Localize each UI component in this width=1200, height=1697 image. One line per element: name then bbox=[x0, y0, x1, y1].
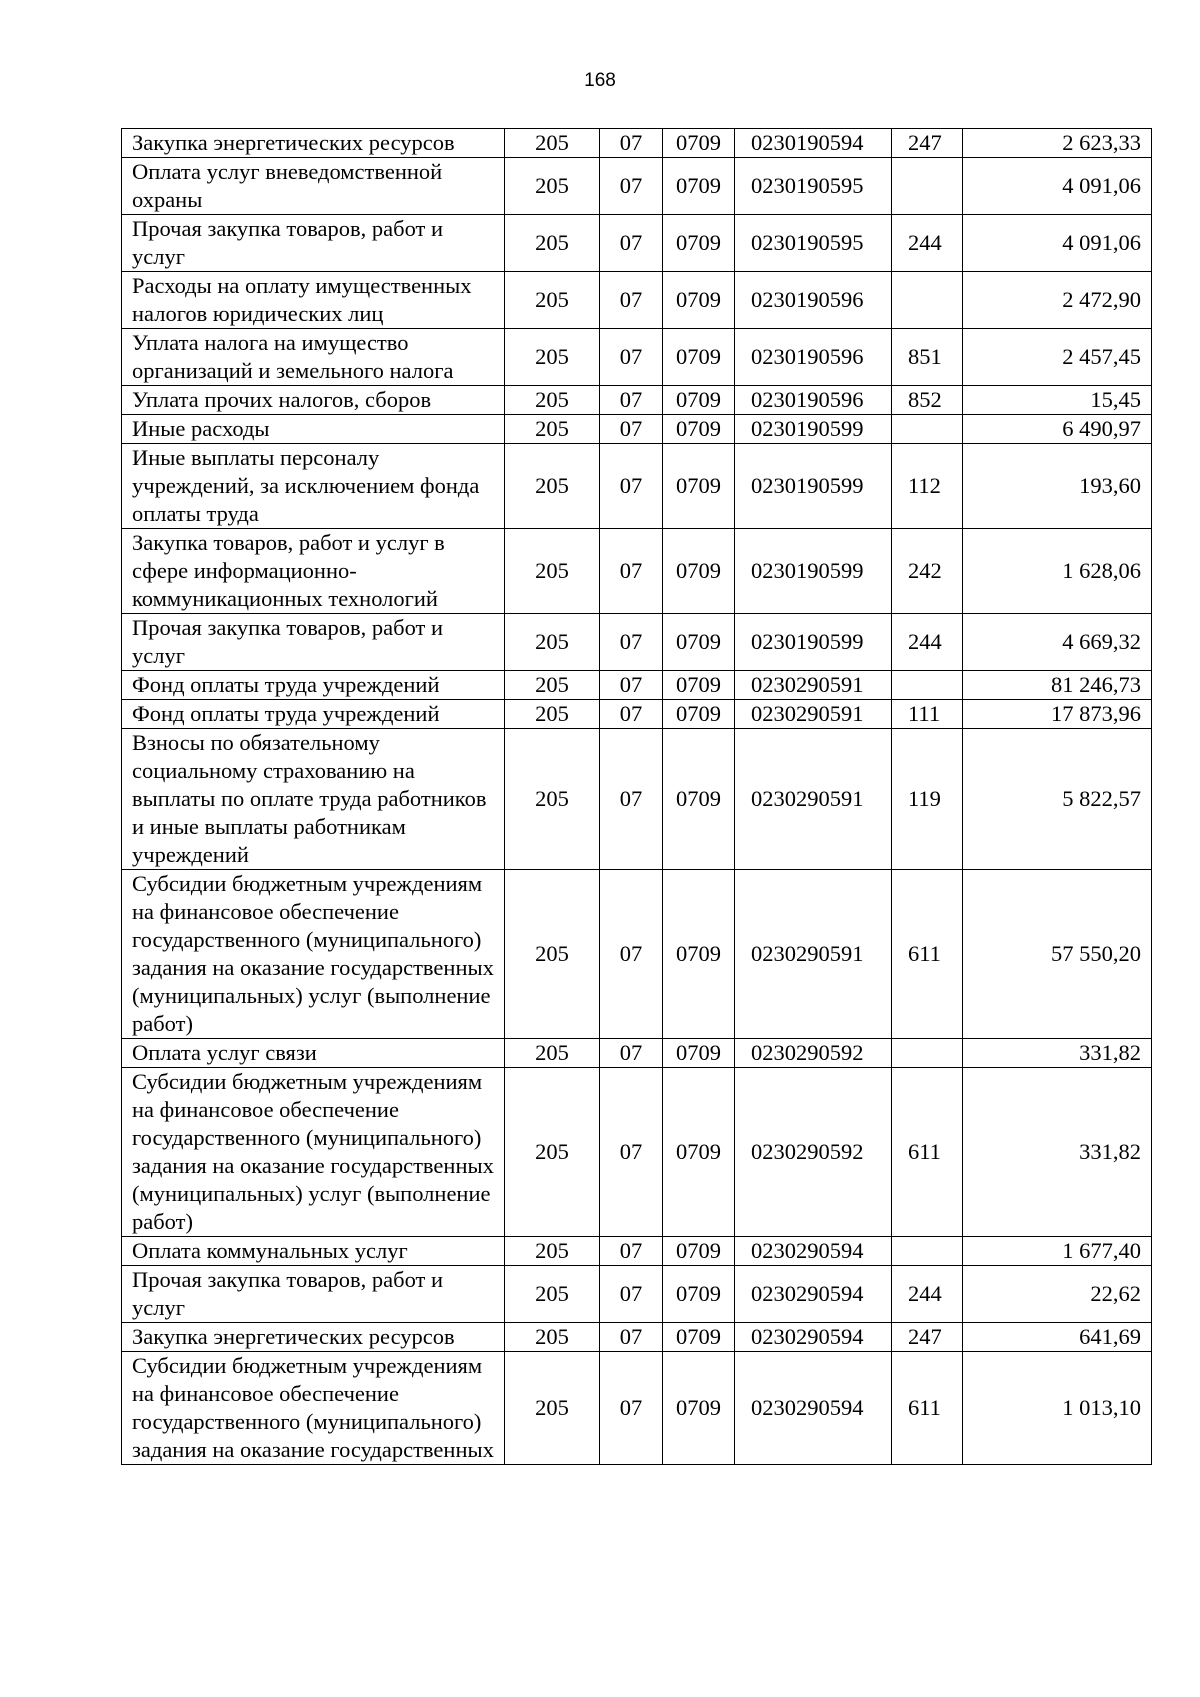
table-row bbox=[122, 386, 1152, 415]
table-row bbox=[122, 215, 1152, 272]
target-article-cell: 0230290594 bbox=[735, 1323, 892, 1352]
admin-code-cell: 205 bbox=[505, 444, 600, 529]
table-row bbox=[122, 671, 1152, 700]
expense-name-cell: Прочая закупка товаров, работ и услуг bbox=[122, 1266, 505, 1323]
admin-code-cell: 205 bbox=[505, 1039, 600, 1068]
table-row bbox=[122, 1068, 1152, 1237]
table-row bbox=[122, 1323, 1152, 1352]
subsection-code-cell: 0709 bbox=[663, 1039, 735, 1068]
amount-cell: 81 246,73 bbox=[963, 671, 1152, 700]
subsection-code-cell: 0709 bbox=[663, 700, 735, 729]
section-code-cell: 07 bbox=[600, 329, 663, 386]
table-row bbox=[122, 158, 1152, 215]
target-article-cell: 0230190595 bbox=[735, 215, 892, 272]
subsection-code-cell: 0709 bbox=[663, 272, 735, 329]
target-article-cell: 0230190596 bbox=[735, 386, 892, 415]
section-code-cell: 07 bbox=[600, 215, 663, 272]
amount-cell: 4 091,06 bbox=[963, 158, 1152, 215]
amount-cell: 1 013,10 bbox=[963, 1352, 1152, 1465]
admin-code-cell: 205 bbox=[505, 1323, 600, 1352]
subsection-code-cell: 0709 bbox=[663, 415, 735, 444]
section-code-cell: 07 bbox=[600, 386, 663, 415]
subsection-code-cell: 0709 bbox=[663, 1237, 735, 1266]
admin-code-cell: 205 bbox=[505, 1237, 600, 1266]
amount-cell: 4 091,06 bbox=[963, 215, 1152, 272]
table-row bbox=[122, 444, 1152, 529]
expense-type-cell: 111 bbox=[892, 700, 963, 729]
expense-type-cell: 112 bbox=[892, 444, 963, 529]
amount-cell: 57 550,20 bbox=[963, 870, 1152, 1039]
target-article-cell: 0230190596 bbox=[735, 272, 892, 329]
section-code-cell: 07 bbox=[600, 1068, 663, 1237]
admin-code-cell: 205 bbox=[505, 700, 600, 729]
amount-cell: 641,69 bbox=[963, 1323, 1152, 1352]
subsection-code-cell: 0709 bbox=[663, 129, 735, 158]
amount-cell: 1 677,40 bbox=[963, 1237, 1152, 1266]
section-code-cell: 07 bbox=[600, 729, 663, 870]
target-article-cell: 0230190599 bbox=[735, 614, 892, 671]
table-row bbox=[122, 329, 1152, 386]
amount-cell: 15,45 bbox=[963, 386, 1152, 415]
expense-name-cell: Закупка энергетических ресурсов bbox=[122, 1323, 505, 1352]
admin-code-cell: 205 bbox=[505, 386, 600, 415]
amount-cell: 6 490,97 bbox=[963, 415, 1152, 444]
expense-type-cell: 852 bbox=[892, 386, 963, 415]
expense-name-cell: Иные выплаты персоналу учреждений, за исключением фонда оплаты труда bbox=[122, 444, 505, 529]
subsection-code-cell: 0709 bbox=[663, 1352, 735, 1465]
target-article-cell: 0230290592 bbox=[735, 1039, 892, 1068]
expense-name-cell: Расходы на оплату имущественных налогов юридических лиц bbox=[122, 272, 505, 329]
amount-cell: 17 873,96 bbox=[963, 700, 1152, 729]
target-article-cell: 0230290594 bbox=[735, 1266, 892, 1323]
target-article-cell: 0230290591 bbox=[735, 700, 892, 729]
expense-name-cell: Оплата услуг вневедомственной охраны bbox=[122, 158, 505, 215]
page-number: 168 bbox=[584, 70, 616, 91]
target-article-cell: 0230290594 bbox=[735, 1352, 892, 1465]
admin-code-cell: 205 bbox=[505, 158, 600, 215]
target-article-cell: 0230190599 bbox=[735, 415, 892, 444]
table-row bbox=[122, 1266, 1152, 1323]
admin-code-cell: 205 bbox=[505, 129, 600, 158]
amount-cell: 1 628,06 bbox=[963, 529, 1152, 614]
section-code-cell: 07 bbox=[600, 700, 663, 729]
subsection-code-cell: 0709 bbox=[663, 215, 735, 272]
section-code-cell: 07 bbox=[600, 1352, 663, 1465]
expense-type-cell bbox=[892, 158, 963, 215]
table-row bbox=[122, 729, 1152, 870]
target-article-cell: 0230190594 bbox=[735, 129, 892, 158]
amount-cell: 2 457,45 bbox=[963, 329, 1152, 386]
target-article-cell: 0230190596 bbox=[735, 329, 892, 386]
expense-type-cell: 247 bbox=[892, 1323, 963, 1352]
expense-name-cell: Взносы по обязательному социальному страхованию на выплаты по оплате труда работников и иные выплаты работникам учреждений bbox=[122, 729, 505, 870]
amount-cell: 331,82 bbox=[963, 1068, 1152, 1237]
expense-type-cell bbox=[892, 272, 963, 329]
target-article-cell: 0230290591 bbox=[735, 729, 892, 870]
admin-code-cell: 205 bbox=[505, 272, 600, 329]
admin-code-cell: 205 bbox=[505, 1266, 600, 1323]
expense-type-cell: 611 bbox=[892, 1068, 963, 1237]
section-code-cell: 07 bbox=[600, 529, 663, 614]
expense-type-cell: 244 bbox=[892, 1266, 963, 1323]
admin-code-cell: 205 bbox=[505, 329, 600, 386]
amount-cell: 5 822,57 bbox=[963, 729, 1152, 870]
section-code-cell: 07 bbox=[600, 1323, 663, 1352]
amount-cell: 331,82 bbox=[963, 1039, 1152, 1068]
expense-name-cell: Субсидии бюджетным учреждениям на финансовое обеспечение государственного (муниципального) задания на оказание государственных (муниципальных) услуг (выполнение работ) bbox=[122, 1068, 505, 1237]
expense-name-cell: Прочая закупка товаров, работ и услуг bbox=[122, 215, 505, 272]
subsection-code-cell: 0709 bbox=[663, 870, 735, 1039]
expense-type-cell bbox=[892, 415, 963, 444]
table-row bbox=[122, 529, 1152, 614]
admin-code-cell: 205 bbox=[505, 529, 600, 614]
section-code-cell: 07 bbox=[600, 870, 663, 1039]
table-row bbox=[122, 272, 1152, 329]
subsection-code-cell: 0709 bbox=[663, 529, 735, 614]
target-article-cell: 0230190599 bbox=[735, 444, 892, 529]
section-code-cell: 07 bbox=[600, 614, 663, 671]
amount-cell: 193,60 bbox=[963, 444, 1152, 529]
section-code-cell: 07 bbox=[600, 1237, 663, 1266]
table-row bbox=[122, 614, 1152, 671]
admin-code-cell: 205 bbox=[505, 870, 600, 1039]
subsection-code-cell: 0709 bbox=[663, 729, 735, 870]
expense-name-cell: Субсидии бюджетным учреждениям на финансовое обеспечение государственного (муниципального) задания на оказание государственных (муниципальных) услуг (выполнение работ) bbox=[122, 870, 505, 1039]
subsection-code-cell: 0709 bbox=[663, 386, 735, 415]
amount-cell: 22,62 bbox=[963, 1266, 1152, 1323]
expense-name-cell: Фонд оплаты труда учреждений bbox=[122, 671, 505, 700]
expense-type-cell bbox=[892, 1039, 963, 1068]
table-row bbox=[122, 870, 1152, 1039]
table-body bbox=[122, 129, 1152, 1465]
section-code-cell: 07 bbox=[600, 158, 663, 215]
subsection-code-cell: 0709 bbox=[663, 671, 735, 700]
section-code-cell: 07 bbox=[600, 1266, 663, 1323]
admin-code-cell: 205 bbox=[505, 415, 600, 444]
expense-name-cell: Фонд оплаты труда учреждений bbox=[122, 700, 505, 729]
table-row bbox=[122, 129, 1152, 158]
expense-type-cell bbox=[892, 671, 963, 700]
subsection-code-cell: 0709 bbox=[663, 158, 735, 215]
target-article-cell: 0230190599 bbox=[735, 529, 892, 614]
expense-type-cell: 244 bbox=[892, 215, 963, 272]
admin-code-cell: 205 bbox=[505, 729, 600, 870]
amount-cell: 4 669,32 bbox=[963, 614, 1152, 671]
expense-name-cell: Закупка энергетических ресурсов bbox=[122, 129, 505, 158]
admin-code-cell: 205 bbox=[505, 215, 600, 272]
budget-table bbox=[121, 128, 1152, 1465]
expense-type-cell: 244 bbox=[892, 614, 963, 671]
subsection-code-cell: 0709 bbox=[663, 614, 735, 671]
expense-type-cell: 242 bbox=[892, 529, 963, 614]
admin-code-cell: 205 bbox=[505, 671, 600, 700]
expense-name-cell: Субсидии бюджетным учреждениям на финансовое обеспечение государственного (муниципального) задания на оказание государственных bbox=[122, 1352, 505, 1465]
expense-type-cell: 611 bbox=[892, 1352, 963, 1465]
expense-name-cell: Уплата прочих налогов, сборов bbox=[122, 386, 505, 415]
expense-name-cell: Закупка товаров, работ и услуг в сфере информационно-коммуникационных технологий bbox=[122, 529, 505, 614]
section-code-cell: 07 bbox=[600, 671, 663, 700]
expense-type-cell: 119 bbox=[892, 729, 963, 870]
subsection-code-cell: 0709 bbox=[663, 444, 735, 529]
expense-name-cell: Оплата услуг связи bbox=[122, 1039, 505, 1068]
target-article-cell: 0230190595 bbox=[735, 158, 892, 215]
section-code-cell: 07 bbox=[600, 1039, 663, 1068]
section-code-cell: 07 bbox=[600, 415, 663, 444]
expense-name-cell: Уплата налога на имущество организаций и земельного налога bbox=[122, 329, 505, 386]
target-article-cell: 0230290592 bbox=[735, 1068, 892, 1237]
expense-type-cell: 247 bbox=[892, 129, 963, 158]
target-article-cell: 0230290591 bbox=[735, 870, 892, 1039]
section-code-cell: 07 bbox=[600, 129, 663, 158]
section-code-cell: 07 bbox=[600, 272, 663, 329]
subsection-code-cell: 0709 bbox=[663, 1323, 735, 1352]
amount-cell: 2 623,33 bbox=[963, 129, 1152, 158]
expense-name-cell: Иные расходы bbox=[122, 415, 505, 444]
admin-code-cell: 205 bbox=[505, 1068, 600, 1237]
expense-name-cell: Прочая закупка товаров, работ и услуг bbox=[122, 614, 505, 671]
admin-code-cell: 205 bbox=[505, 614, 600, 671]
subsection-code-cell: 0709 bbox=[663, 329, 735, 386]
admin-code-cell: 205 bbox=[505, 1352, 600, 1465]
table-row bbox=[122, 1039, 1152, 1068]
subsection-code-cell: 0709 bbox=[663, 1068, 735, 1237]
table-row bbox=[122, 415, 1152, 444]
target-article-cell: 0230290591 bbox=[735, 671, 892, 700]
section-code-cell: 07 bbox=[600, 444, 663, 529]
expense-type-cell: 611 bbox=[892, 870, 963, 1039]
expense-name-cell: Оплата коммунальных услуг bbox=[122, 1237, 505, 1266]
table-row bbox=[122, 1237, 1152, 1266]
amount-cell: 2 472,90 bbox=[963, 272, 1152, 329]
subsection-code-cell: 0709 bbox=[663, 1266, 735, 1323]
table-row bbox=[122, 1352, 1152, 1465]
target-article-cell: 0230290594 bbox=[735, 1237, 892, 1266]
expense-type-cell bbox=[892, 1237, 963, 1266]
table-row bbox=[122, 700, 1152, 729]
expense-type-cell: 851 bbox=[892, 329, 963, 386]
